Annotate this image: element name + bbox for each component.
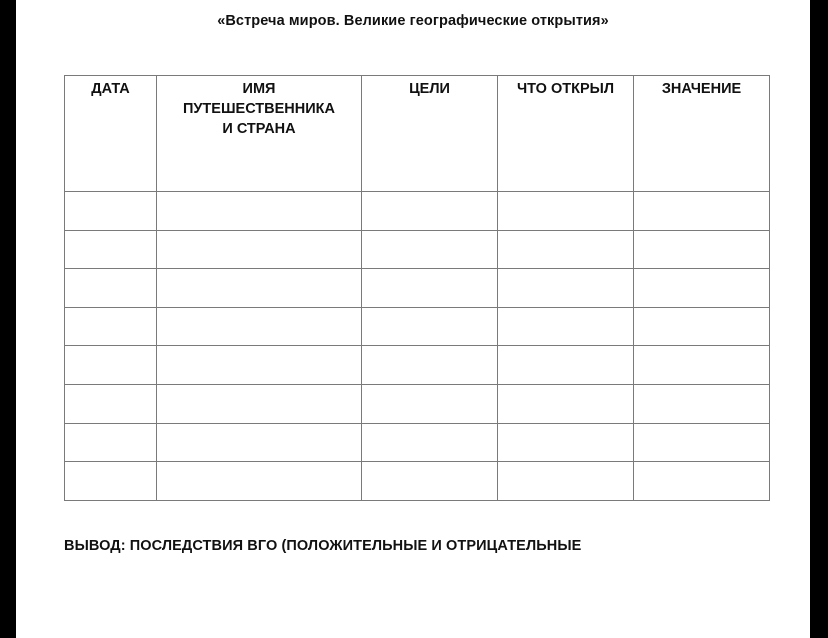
table-row bbox=[65, 462, 770, 501]
table-cell bbox=[157, 423, 362, 462]
table-cell bbox=[634, 384, 770, 423]
table-cell bbox=[362, 269, 498, 308]
table-cell bbox=[362, 384, 498, 423]
column-header-significance bbox=[634, 76, 770, 192]
table-cell bbox=[498, 346, 634, 385]
column-header-goals bbox=[362, 76, 498, 192]
table-cell bbox=[362, 230, 498, 269]
table-cell bbox=[634, 230, 770, 269]
table-row bbox=[65, 307, 770, 346]
table-cell bbox=[498, 269, 634, 308]
table-cell bbox=[634, 269, 770, 308]
table-row bbox=[65, 192, 770, 231]
table-cell bbox=[362, 192, 498, 231]
table-cell bbox=[65, 346, 157, 385]
table-cell bbox=[157, 192, 362, 231]
column-header-discovered bbox=[498, 76, 634, 192]
table-cell bbox=[157, 462, 362, 501]
table-row bbox=[65, 423, 770, 462]
table-cell bbox=[65, 192, 157, 231]
table-cell bbox=[498, 462, 634, 501]
table-cell bbox=[498, 423, 634, 462]
table-cell bbox=[157, 346, 362, 385]
table-cell bbox=[65, 269, 157, 308]
table-cell bbox=[157, 269, 362, 308]
table-row bbox=[65, 269, 770, 308]
table-cell bbox=[362, 423, 498, 462]
table-cell bbox=[498, 192, 634, 231]
table-cell bbox=[498, 307, 634, 346]
table-cell bbox=[634, 423, 770, 462]
table-row bbox=[65, 230, 770, 269]
table-row bbox=[65, 384, 770, 423]
column-header-label: ДАТА bbox=[91, 81, 130, 97]
table-cell bbox=[65, 423, 157, 462]
document-title: «Встреча миров. Великие географические открытия» bbox=[217, 13, 609, 29]
discoveries-table bbox=[64, 75, 770, 501]
table-cell bbox=[157, 230, 362, 269]
table-cell bbox=[362, 462, 498, 501]
column-header-label: ИМЯ ПУТЕШЕСТВЕННИКА И СТРАНА bbox=[182, 81, 335, 137]
table-cell bbox=[634, 346, 770, 385]
table-cell bbox=[65, 307, 157, 346]
column-header-traveler bbox=[157, 76, 362, 192]
table-row bbox=[65, 346, 770, 385]
table-cell bbox=[634, 307, 770, 346]
table-cell bbox=[498, 230, 634, 269]
column-header-label: ЦЕЛИ bbox=[409, 81, 450, 97]
document-page bbox=[16, 0, 810, 638]
table-cell bbox=[362, 307, 498, 346]
table-cell bbox=[157, 307, 362, 346]
table-body bbox=[65, 192, 770, 501]
table-cell bbox=[157, 384, 362, 423]
table-cell bbox=[65, 384, 157, 423]
table-cell bbox=[65, 230, 157, 269]
column-header-date bbox=[65, 76, 157, 192]
table-cell bbox=[362, 346, 498, 385]
column-header-label: ЧТО ОТКРЫЛ bbox=[516, 81, 615, 97]
column-header-label: ЗНАЧЕНИЕ bbox=[661, 81, 742, 97]
table-cell bbox=[65, 462, 157, 501]
table-cell bbox=[634, 192, 770, 231]
table-cell bbox=[634, 462, 770, 501]
conclusion-text: ВЫВОД: ПОСЛЕДСТВИЯ ВГО (ПОЛОЖИТЕЛЬНЫЕ И ОТРИЦАТЕЛЬНЫЕ bbox=[64, 538, 582, 554]
table-header-row bbox=[65, 76, 770, 192]
table-cell bbox=[498, 384, 634, 423]
